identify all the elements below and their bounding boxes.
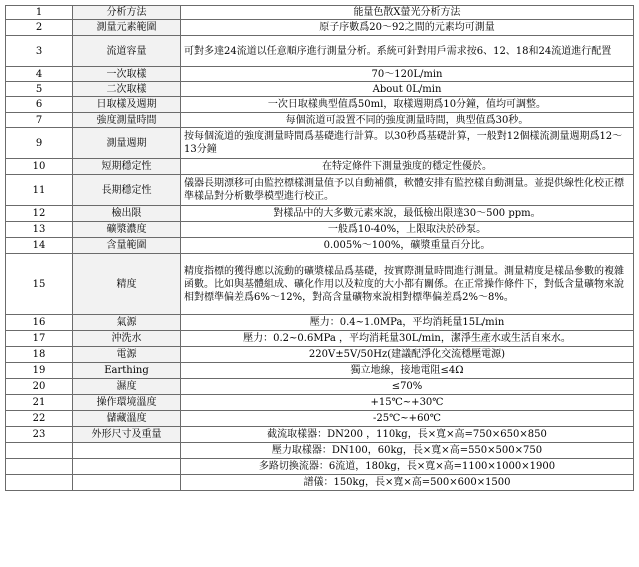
spec-value: 220V±5V/50Hz(建議配淨化交流穩壓電源) bbox=[181, 347, 634, 363]
table-row bbox=[6, 113, 634, 128]
table-row bbox=[6, 175, 634, 206]
row-number: 9 bbox=[6, 128, 73, 159]
spec-value: 多路切換流器：6流道，180kg，長×寬×高=1100×1000×1900 bbox=[181, 459, 634, 475]
spec-name: 電源 bbox=[73, 347, 181, 363]
row-number: 13 bbox=[6, 222, 73, 238]
table-row bbox=[6, 254, 634, 315]
row-number: 11 bbox=[6, 175, 73, 206]
table-row bbox=[6, 395, 634, 411]
spec-value: 對樣品中的大多數元素來說，最低檢出限達30～500 ppm。 bbox=[181, 206, 634, 222]
spec-name: 一次取樣 bbox=[73, 67, 181, 82]
row-number: 10 bbox=[6, 159, 73, 175]
table-row bbox=[6, 475, 634, 491]
table-row bbox=[6, 315, 634, 331]
spec-value: 原子序數爲20～92之間的元素均可測量 bbox=[181, 20, 634, 36]
spec-name: 含量範圍 bbox=[73, 238, 181, 254]
row-number: 22 bbox=[6, 411, 73, 427]
spec-value: 可對多達24流道以任意順序進行測量分析。系統可針對用戶需求按6、12、18和24流道進行配置 bbox=[181, 36, 634, 67]
spec-name: 二次取樣 bbox=[73, 82, 181, 97]
spec-value: ≤70% bbox=[181, 379, 634, 395]
table-row bbox=[6, 427, 634, 443]
spec-name: 操作環境溫度 bbox=[73, 395, 181, 411]
spec-value: 按每個流道的強度測量時間爲基礎進行計算。以30秒爲基礎計算，一般對12個樣流測量週期爲12～13分鐘 bbox=[181, 128, 634, 159]
spec-value: +15℃~+30℃ bbox=[181, 395, 634, 411]
spec-value: 譜儀：150kg，長×寬×高=500×600×1500 bbox=[181, 475, 634, 491]
table-row bbox=[6, 411, 634, 427]
table-row bbox=[6, 222, 634, 238]
spec-name bbox=[73, 475, 181, 491]
spec-name: 長期穩定性 bbox=[73, 175, 181, 206]
spec-name: 分析方法 bbox=[73, 6, 181, 20]
table-row bbox=[6, 206, 634, 222]
spec-table bbox=[5, 5, 634, 491]
row-number: 19 bbox=[6, 363, 73, 379]
row-number: 23 bbox=[6, 427, 73, 443]
table-row bbox=[6, 363, 634, 379]
spec-value: 0.005%～100%，礦漿重量百分比。 bbox=[181, 238, 634, 254]
row-number: 18 bbox=[6, 347, 73, 363]
spec-name: 短期穩定性 bbox=[73, 159, 181, 175]
spec-value: 壓力：0.4~1.0MPa，平均消耗量15L/min bbox=[181, 315, 634, 331]
row-number: 21 bbox=[6, 395, 73, 411]
table-row bbox=[6, 159, 634, 175]
spec-name: 流道容量 bbox=[73, 36, 181, 67]
table-row bbox=[6, 82, 634, 97]
row-number: 7 bbox=[6, 113, 73, 128]
table-row bbox=[6, 67, 634, 82]
row-number bbox=[6, 475, 73, 491]
spec-value: 壓力取樣器：DN100，60kg，長×寬×高=550×500×750 bbox=[181, 443, 634, 459]
table-row bbox=[6, 6, 634, 20]
spec-value: 一般爲10-40%，上限取決於砂泵。 bbox=[181, 222, 634, 238]
row-number: 5 bbox=[6, 82, 73, 97]
row-number: 3 bbox=[6, 36, 73, 67]
row-number bbox=[6, 459, 73, 475]
spec-value: About 0L/min bbox=[181, 82, 634, 97]
table-row bbox=[6, 443, 634, 459]
table-row bbox=[6, 36, 634, 67]
spec-value: 儀器長期漂移可由監控標樣測量值予以自動補償，軟體安排有監控樣自動測量。並提供線性化校正標準樣品對分析數學模型進行校正。 bbox=[181, 175, 634, 206]
spec-name: 沖洗水 bbox=[73, 331, 181, 347]
spec-value: 截流取樣器：DN200 ，110kg，長×寬×高=750×650×850 bbox=[181, 427, 634, 443]
spec-name bbox=[73, 459, 181, 475]
spec-name: 檢出限 bbox=[73, 206, 181, 222]
spec-name: 礦漿濃度 bbox=[73, 222, 181, 238]
spec-name: 濕度 bbox=[73, 379, 181, 395]
spec-value: 獨立地線，接地電阻≤4Ω bbox=[181, 363, 634, 379]
spec-table-body bbox=[6, 6, 634, 491]
row-number: 14 bbox=[6, 238, 73, 254]
spec-name: 精度 bbox=[73, 254, 181, 315]
row-number: 12 bbox=[6, 206, 73, 222]
spec-name: Earthing bbox=[73, 363, 181, 379]
spec-value: 70～120L/min bbox=[181, 67, 634, 82]
spec-value: 每個流道可設置不同的強度測量時間，典型值爲30秒。 bbox=[181, 113, 634, 128]
row-number: 16 bbox=[6, 315, 73, 331]
table-row bbox=[6, 459, 634, 475]
spec-name bbox=[73, 443, 181, 459]
spec-name: 測量週期 bbox=[73, 128, 181, 159]
table-row bbox=[6, 97, 634, 113]
spec-name: 儲藏溫度 bbox=[73, 411, 181, 427]
spec-name: 外形尺寸及重量 bbox=[73, 427, 181, 443]
table-row bbox=[6, 347, 634, 363]
row-number: 17 bbox=[6, 331, 73, 347]
row-number: 20 bbox=[6, 379, 73, 395]
spec-value: 一次日取樣典型值爲50ml，取樣週期爲10分鐘，值均可調整。 bbox=[181, 97, 634, 113]
row-number: 1 bbox=[6, 6, 73, 20]
row-number: 4 bbox=[6, 67, 73, 82]
row-number bbox=[6, 443, 73, 459]
spec-value: 壓力：0.2~0.6MPa ，平均消耗量30L/min，潔淨生產水或生活自來水。 bbox=[181, 331, 634, 347]
table-row bbox=[6, 379, 634, 395]
table-row bbox=[6, 331, 634, 347]
row-number: 2 bbox=[6, 20, 73, 36]
table-row bbox=[6, 128, 634, 159]
spec-name: 日取樣及週期 bbox=[73, 97, 181, 113]
row-number: 15 bbox=[6, 254, 73, 315]
table-row bbox=[6, 238, 634, 254]
spec-value: -25℃~+60℃ bbox=[181, 411, 634, 427]
row-number: 6 bbox=[6, 97, 73, 113]
spec-name: 強度測量時間 bbox=[73, 113, 181, 128]
spec-name: 氣源 bbox=[73, 315, 181, 331]
table-row bbox=[6, 20, 634, 36]
spec-value: 能量色散X螢光分析方法 bbox=[181, 6, 634, 20]
spec-name: 測量元素範圍 bbox=[73, 20, 181, 36]
spec-value: 精度指標的獲得應以流動的礦漿樣品爲基礎，按實際測量時間進行測量。測量精度是樣品參數的複雜函數。比如與基體組成、礦化作用以及粒度的大小都有關係。在正常操作條件下，對低含量礦物來說相對標準偏差爲6%～12%，對高含量礦物來說相對標準偏差爲2%～8%。 bbox=[181, 254, 634, 315]
spec-value: 在特定條件下測量強度的穩定性優於。 bbox=[181, 159, 634, 175]
